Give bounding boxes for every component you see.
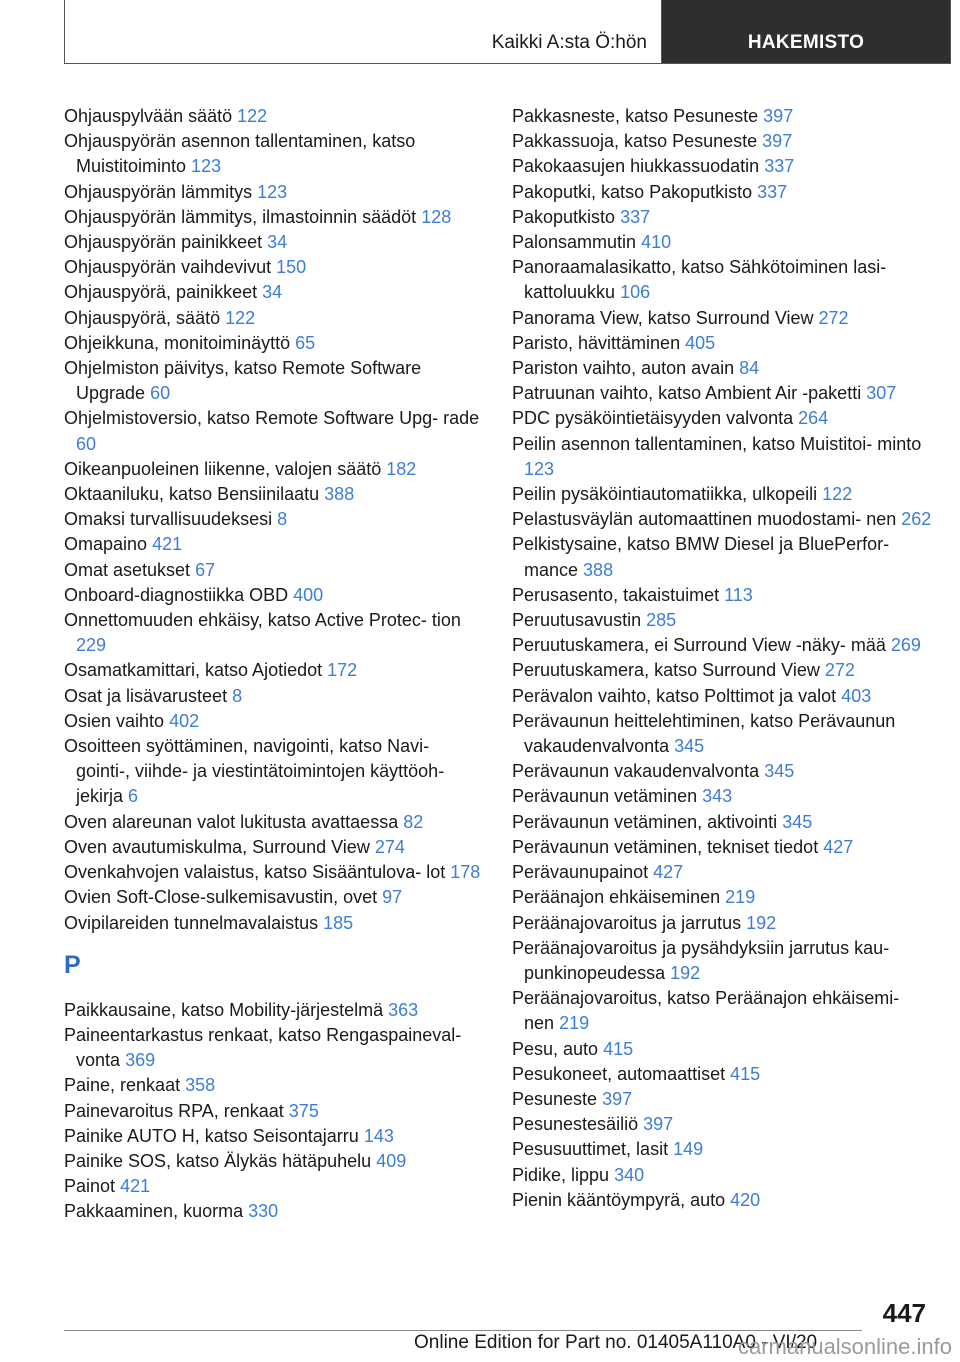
index-entry [64, 507, 484, 532]
page-reference-link[interactable]: 182 [386, 458, 417, 479]
right-entries [512, 104, 932, 1213]
entry-text: Oktaaniluku, katso Bensiinilaatu [64, 484, 320, 505]
page-reference-link[interactable]: 192 [746, 912, 777, 933]
index-entry [512, 255, 932, 305]
entry-text: Ohjauspylvään säätö [64, 106, 233, 126]
entry-text: Pakokaasujen hiukkassuodatin [512, 156, 760, 177]
index-entry [512, 1137, 932, 1162]
page-reference-link[interactable]: 65 [295, 332, 316, 353]
entry-text: Painevaroitus RPA, renkaat [64, 1100, 284, 1121]
entry-text: Perävaunupainot [512, 862, 649, 883]
page-reference-link[interactable]: 149 [673, 1139, 704, 1160]
page-reference-link[interactable]: 34 [262, 282, 283, 303]
footer-divider [64, 1330, 862, 1331]
page-reference-link[interactable]: 409 [376, 1150, 407, 1171]
entry-text: Oven avautumiskulma, Surround View [64, 836, 370, 857]
index-entry [64, 658, 484, 683]
index-entry [64, 911, 484, 936]
page-reference-link[interactable]: 420 [730, 1189, 761, 1210]
index-entry [512, 331, 932, 356]
page-reference-link[interactable]: 307 [866, 383, 897, 404]
index-entry [64, 180, 484, 205]
section-letter: P [64, 950, 81, 979]
entry-text: Pelkistysaine, katso BMW Diesel ja BluePerfor‐ mance [512, 534, 890, 580]
entry-text: Ohjauspyörän asennon tallentaminen, katso Muistitoiminto [64, 131, 416, 177]
page-reference-link[interactable]: 67 [195, 559, 216, 580]
index-entry [512, 1112, 932, 1137]
page-number: 447 [882, 1298, 926, 1328]
index-entry [512, 1188, 932, 1213]
index-entry [512, 936, 932, 986]
index-entry [64, 1199, 484, 1224]
index-entry [64, 205, 484, 230]
page-reference-link[interactable]: 375 [288, 1100, 319, 1121]
index-entry [512, 784, 932, 809]
page-reference-link[interactable]: 122 [237, 106, 268, 126]
index-entry [512, 986, 932, 1036]
index-entry [64, 810, 484, 835]
entry-text: Omat asetukset [64, 559, 191, 580]
entry-text: Peräänajovaroitus ja jarrutus [512, 912, 742, 933]
entry-text: PDC pysäköintietäisyyden valvonta [512, 408, 794, 429]
entry-text: Peruutuskamera, katso Surround View [512, 660, 820, 681]
index-entry [512, 583, 932, 608]
page-reference-link[interactable]: 427 [653, 862, 684, 883]
page-reference-link[interactable]: 264 [798, 408, 829, 429]
entry-text: Peruutusavustin [512, 610, 642, 631]
entry-text: Omaksi turvallisuudeksesi [64, 509, 273, 530]
page-reference-link[interactable]: 337 [620, 206, 651, 227]
index-entry [64, 1124, 484, 1149]
entry-text: Perävaunun vakaudenvalvonta [512, 761, 760, 782]
entry-text: Perävaunun vetäminen, aktivointi [512, 811, 778, 832]
entry-text: Peilin asennon tallentaminen, katso Muistitoi‐ minto [512, 433, 922, 454]
index-entry [64, 482, 484, 507]
index-entry [512, 129, 932, 154]
page-reference-link[interactable]: 60 [150, 383, 171, 404]
page-reference-link[interactable]: 97 [382, 887, 403, 908]
index-entry [64, 280, 484, 305]
page-reference-link[interactable]: 229 [76, 635, 107, 656]
entry-text: Pesukoneet, automaattiset [512, 1063, 726, 1084]
page-reference-link[interactable]: 262 [901, 509, 932, 530]
left-entries-o [64, 104, 484, 936]
index-entry [512, 1037, 932, 1062]
index-entry [64, 684, 484, 709]
entry-text: Pakoputki, katso Pakoputkisto [512, 181, 753, 202]
entry-text: Perävaunun vetäminen [512, 786, 698, 807]
index-entry [512, 482, 932, 507]
page-reference-link[interactable]: 106 [620, 282, 651, 303]
left-entries-p [64, 998, 484, 1225]
entry-text: Osat ja lisävarusteet [64, 685, 228, 706]
entry-text: Pesunestesäiliö [512, 1114, 639, 1135]
entry-text: Peräänajovaroitus, katso Peräänajon ehkäisemi‐ nen [512, 988, 900, 1034]
entry-text: Ohjeikkuna, monitoiminäyttö [64, 332, 291, 353]
index-entry [512, 1087, 932, 1112]
index-entry [64, 998, 484, 1023]
page-reference-link[interactable]: 415 [603, 1038, 634, 1059]
page-reference-link[interactable]: 369 [125, 1050, 156, 1071]
page-reference-link[interactable]: 415 [730, 1063, 761, 1084]
entry-text: Oven alareunan valot lukitusta avattaessa [64, 811, 399, 832]
page-reference-link[interactable]: 122 [822, 484, 853, 505]
index-entry [64, 406, 484, 456]
index-entry [512, 658, 932, 683]
entry-text: Patruunan vaihto, katso Ambient Air -paketti [512, 383, 862, 404]
index-entry [512, 432, 932, 482]
page-reference-link[interactable]: 219 [725, 887, 756, 908]
page-reference-link[interactable]: 363 [388, 999, 419, 1020]
page-header [64, 0, 951, 64]
footer-edition: Online Edition for Part no. 01405A110A0 - VI/20 [414, 1332, 818, 1353]
page-reference-link[interactable]: 397 [643, 1114, 674, 1135]
index-entry [64, 1073, 484, 1098]
entry-text: Pelastusväylän automaattinen muodostami‐ nen [512, 509, 897, 530]
index-entry [64, 306, 484, 331]
index-entry [64, 558, 484, 583]
page-reference-link[interactable]: 345 [674, 736, 705, 757]
index-entry [64, 1023, 484, 1073]
index-entry [64, 860, 484, 885]
index-entry [512, 205, 932, 230]
page-reference-link[interactable]: 113 [724, 584, 753, 605]
entry-text: Peräänajovaroitus ja pysähdyksiin jarrutus kau‐ punkinopeudessa [512, 937, 890, 983]
entry-text: Ohjelmistoversio, katso Remote Software Upg‐ rade [64, 408, 480, 429]
entry-text: Pesu, auto [512, 1038, 599, 1059]
page-reference-link[interactable]: 285 [646, 610, 677, 631]
entry-text: Pidike, lippu [512, 1164, 610, 1185]
tab-section-title: Kaikki A:sta Ö:hön [478, 0, 662, 63]
index-entry [512, 406, 932, 431]
index-entry [64, 230, 484, 255]
page-reference-link[interactable]: 337 [764, 156, 795, 177]
page-reference-link[interactable]: 128 [421, 206, 452, 227]
index-entry [64, 885, 484, 910]
entry-text: Pariston vaihto, auton avain [512, 358, 735, 379]
entry-text: Ohjelmiston päivitys, katso Remote Software Upgrade [64, 358, 422, 404]
page-reference-link[interactable]: 337 [757, 181, 788, 202]
index-column-left [64, 104, 484, 1225]
index-entry [512, 633, 932, 658]
entry-text: Ohjauspyörän lämmitys, ilmastoinnin säädöt [64, 206, 417, 227]
page-reference-link[interactable]: 345 [764, 761, 795, 782]
watermark: carmanualsonline.info [737, 1334, 952, 1359]
page-reference-link[interactable]: 340 [614, 1164, 645, 1185]
page-reference-link[interactable]: 397 [763, 106, 794, 126]
index-column-right [512, 104, 932, 1213]
entry-text: Pesuneste [512, 1088, 598, 1109]
page-reference-link[interactable]: 410 [641, 232, 672, 253]
entry-text: Ovien Soft-Close-sulkemisavustin, ovet [64, 887, 378, 908]
entry-text: Oikeanpuoleinen liikenne, valojen säätö [64, 458, 382, 479]
page-reference-link[interactable]: 123 [191, 156, 222, 177]
index-entry [512, 1062, 932, 1087]
index-entry [512, 810, 932, 835]
entry-text: Paristo, hävittäminen [512, 332, 681, 353]
entry-text: Painike AUTO H, katso Seisontajarru [64, 1125, 359, 1146]
entry-text: Pesusuuttimet, lasit [512, 1139, 669, 1160]
entry-text: Pienin kääntöympyrä, auto [512, 1189, 726, 1210]
index-entry [512, 306, 932, 331]
entry-text: Osien vaihto [64, 710, 165, 731]
index-entry [64, 734, 484, 810]
index-entry [512, 104, 932, 129]
page-reference-link[interactable]: 397 [762, 131, 793, 152]
page-reference-link[interactable]: 82 [403, 811, 424, 832]
page-reference-link[interactable]: 403 [841, 685, 872, 706]
entry-text: Panoraamalasikatto, katso Sähkötoiminen lasi‐ kattoluukku [512, 257, 887, 303]
index-entry [512, 709, 932, 759]
entry-text: Panorama View, katso Surround View [512, 307, 814, 328]
page-reference-link[interactable]: 402 [169, 710, 200, 731]
index-entry [512, 860, 932, 885]
page-reference-link[interactable]: 427 [823, 836, 854, 857]
page-reference-link[interactable]: 388 [324, 484, 355, 505]
index-entry [512, 532, 932, 582]
entry-text: Paine, renkaat [64, 1075, 181, 1096]
entry-text: Palonsammutin [512, 232, 637, 253]
entry-text: Pakoputkisto [512, 206, 616, 227]
index-entry [64, 1174, 484, 1199]
index-entry [512, 608, 932, 633]
page-reference-link[interactable]: 178 [450, 862, 481, 883]
page-reference-link[interactable]: 143 [363, 1125, 394, 1146]
page-reference-link[interactable]: 34 [267, 232, 288, 253]
tab-index-active: HAKEMISTO [662, 0, 950, 63]
page-reference-link[interactable]: 388 [583, 559, 614, 580]
page-reference-link[interactable]: 421 [152, 534, 183, 555]
entry-text: Ovipilareiden tunnelmavalaistus [64, 912, 319, 933]
entry-text: Osamatkamittari, katso Ajotiedot [64, 660, 323, 681]
page-reference-link[interactable]: 421 [120, 1176, 151, 1197]
page-reference-link[interactable]: 123 [257, 181, 288, 202]
page-reference-link[interactable]: 345 [782, 811, 813, 832]
page-reference-link[interactable]: 8 [277, 509, 288, 530]
page-reference-link[interactable]: 269 [890, 635, 921, 656]
entry-text: Omapaino [64, 534, 148, 555]
index-entry [64, 608, 484, 658]
index-entry [512, 381, 932, 406]
entry-text: Painot [64, 1176, 116, 1197]
entry-text: Perävaunun vetäminen, tekniset tiedot [512, 836, 819, 857]
page-reference-link[interactable]: 185 [323, 912, 354, 933]
page-reference-link[interactable]: 274 [374, 836, 405, 857]
entry-text: Perävaunun heittelehtiminen, katso Perävaunun vakaudenvalvonta [512, 710, 896, 757]
index-entry [512, 759, 932, 784]
page-reference-link[interactable]: 272 [818, 307, 849, 328]
page-reference-link[interactable]: 219 [559, 1013, 590, 1034]
entry-text: Onboard-diagnostiikka OBD [64, 584, 289, 605]
entry-text: Ohjauspyörän vaihdevivut [64, 257, 272, 278]
entry-text: Peruutuskamera, ei Surround View -näky‐ mää [512, 635, 886, 656]
entry-text: Pakkassuoja, katso Pesuneste [512, 131, 758, 152]
page-reference-link[interactable]: 8 [232, 685, 243, 706]
page-reference-link[interactable]: 60 [76, 433, 97, 454]
index-entry [64, 331, 484, 356]
index-entry [64, 583, 484, 608]
entry-text: Perusasento, takaistuimet [512, 584, 720, 605]
entry-text: Ohjauspyörän painikkeet [64, 232, 263, 253]
page-reference-link[interactable]: 6 [128, 786, 139, 807]
page-reference-link[interactable]: 123 [524, 458, 555, 479]
entry-text: Ohjauspyörä, painikkeet [64, 282, 258, 303]
entry-text: Ohjauspyörä, säätö [64, 307, 221, 328]
page-reference-link[interactable]: 192 [670, 962, 701, 983]
entry-text: Painike SOS, katso Älykäs hätäpuhelu [64, 1150, 372, 1171]
index-entry [512, 684, 932, 709]
entry-text: Pakkasneste, katso Pesuneste [512, 106, 759, 126]
page-reference-link[interactable]: 330 [248, 1201, 279, 1222]
index-entry [512, 835, 932, 860]
page-reference-link[interactable]: 150 [276, 257, 307, 278]
page-reference-link[interactable]: 343 [702, 786, 733, 807]
page-reference-link[interactable]: 405 [685, 332, 716, 353]
index-entry [64, 356, 484, 406]
entry-text: Peräänajon ehkäiseminen [512, 887, 721, 908]
entry-text: Onnettomuuden ehkäisy, katso Active Protec‐ tion [64, 610, 461, 631]
index-entry [64, 1099, 484, 1124]
page-reference-link[interactable]: 172 [327, 660, 358, 681]
index-entry [512, 230, 932, 255]
index-entry [512, 1163, 932, 1188]
index-entry [64, 1149, 484, 1174]
index-entry [512, 911, 932, 936]
page-reference-link[interactable]: 84 [739, 358, 760, 379]
page-reference-link[interactable]: 400 [293, 584, 324, 605]
index-entry [512, 507, 932, 532]
index-entry [64, 709, 484, 734]
index-entry [512, 356, 932, 381]
page-reference-link[interactable]: 358 [185, 1075, 216, 1096]
index-entry [64, 255, 484, 280]
index-entry [512, 180, 932, 205]
entry-text: Peilin pysäköintiautomatiikka, ulkopeili [512, 484, 818, 505]
index-entry [64, 835, 484, 860]
entry-text: Ohjauspyörän lämmitys [64, 181, 253, 202]
index-entry [512, 154, 932, 179]
entry-text: Ovenkahvojen valaistus, katso Sisääntulova‐ lot [64, 862, 446, 883]
index-entry [512, 885, 932, 910]
entry-text: Pakkaaminen, kuorma [64, 1201, 244, 1222]
page-reference-link[interactable]: 272 [824, 660, 855, 681]
entry-text: Paineentarkastus renkaat, katso Rengaspaineval‐ vonta [64, 1024, 462, 1071]
entry-text: Perävalon vaihto, katso Polttimot ja valot [512, 685, 837, 706]
index-entry [64, 457, 484, 482]
index-entry [64, 532, 484, 557]
index-entry [64, 129, 484, 179]
entry-text: Osoitteen syöttäminen, navigointi, katso Navi‐ gointi-, viihde- ja viestintätoimintojen käyttöoh‐ jekirja [64, 736, 445, 807]
page-reference-link[interactable]: 122 [225, 307, 256, 328]
entry-text: Paikkausaine, katso Mobility-järjestelmä [64, 999, 384, 1020]
index-entry [64, 104, 484, 129]
page-reference-link[interactable]: 397 [602, 1088, 633, 1109]
